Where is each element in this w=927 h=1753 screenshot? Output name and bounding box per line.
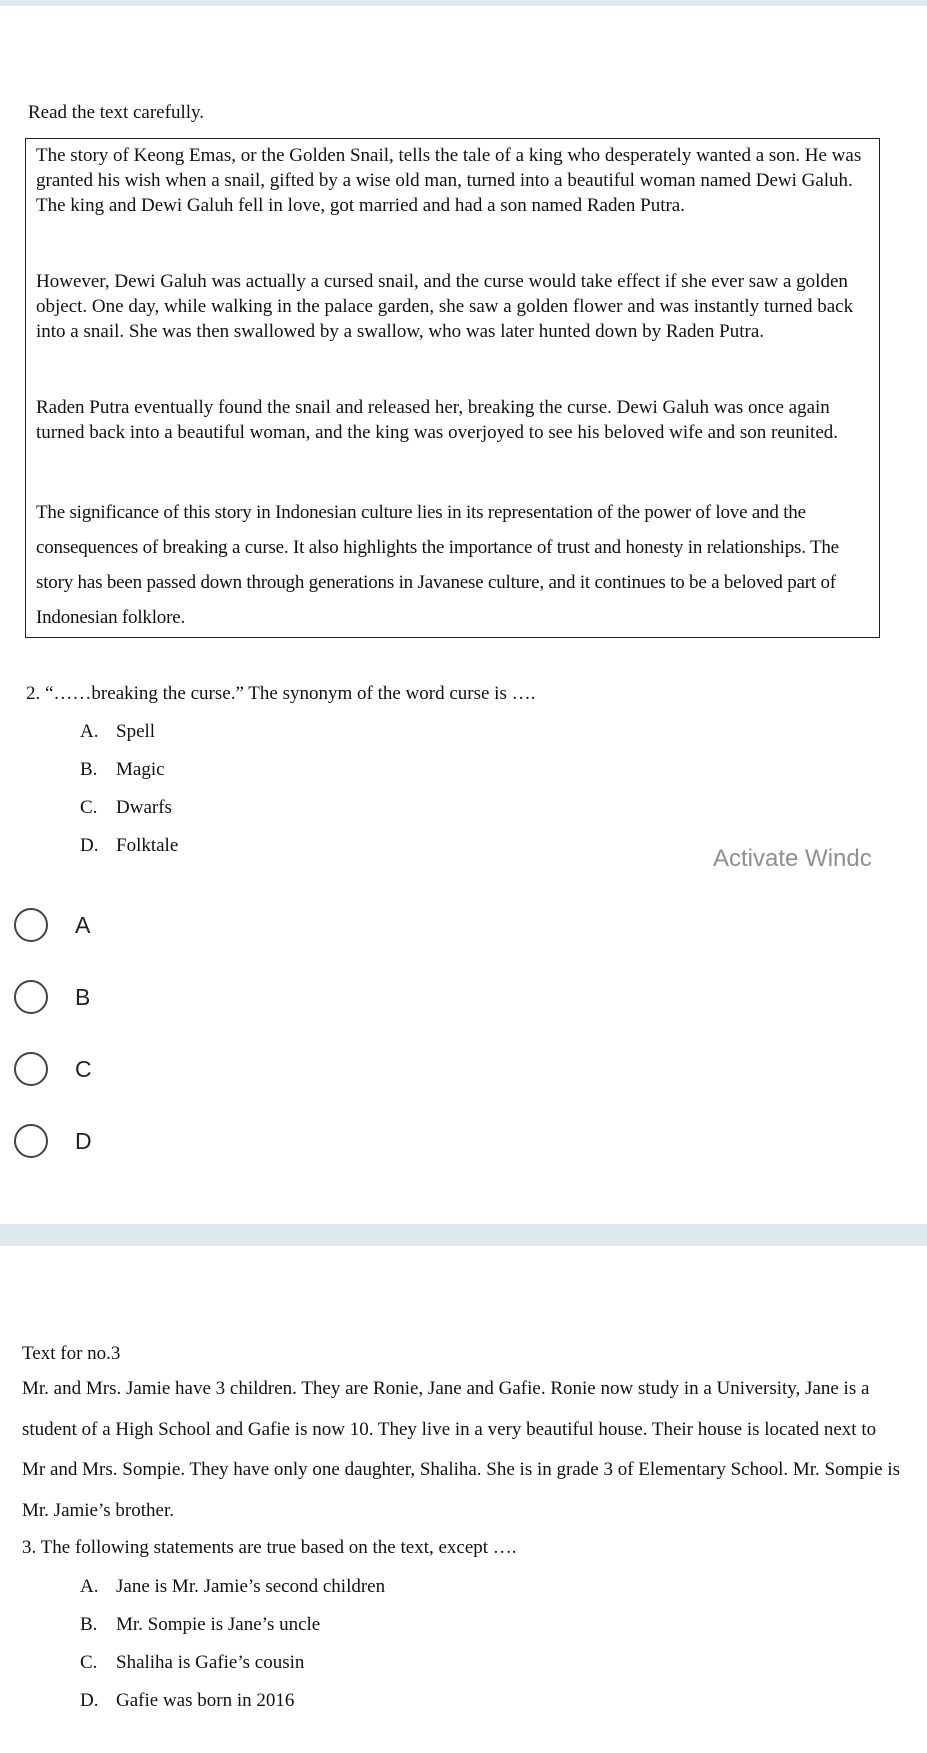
answer-radio-a[interactable] — [14, 908, 90, 942]
question-2-option-c — [80, 797, 172, 819]
question-3-text: 3. The following statements are true based on the text, except …. — [22, 1537, 517, 1558]
question-2-option-d — [80, 835, 178, 857]
radio-label-c: C — [75, 1055, 92, 1082]
question-2-option-a — [80, 721, 155, 743]
answer-radio-d[interactable] — [14, 1124, 92, 1158]
question-divider-band — [0, 1224, 927, 1246]
radio-label-d: D — [75, 1127, 92, 1154]
question-2-text: 2. “……breaking the curse.” The synonym of the word curse is …. — [26, 683, 536, 704]
option-letter: C. — [80, 797, 98, 818]
question-3-option-c — [80, 1652, 304, 1674]
question-2-option-b — [80, 759, 165, 781]
answer-radio-b[interactable] — [14, 980, 90, 1014]
story-paragraph-3: Raden Putra eventually found the snail and released her, breaking the curse. Dewi Galuh was once again turned back into a beautiful woman, and the king was overjoyed to see his beloved wife and son reunited. — [36, 397, 838, 443]
option-text: Jane is Mr. Jamie’s second children — [116, 1576, 386, 1597]
story-text-box — [25, 138, 880, 638]
question-3-option-b — [80, 1614, 320, 1636]
option-text: Magic — [116, 759, 165, 780]
radio-circle-icon[interactable] — [14, 908, 48, 942]
option-letter: D. — [80, 835, 99, 856]
option-text: Spell — [116, 721, 156, 742]
text-3-title: Text for no.3 — [22, 1343, 121, 1364]
option-text: Gafie was born in 2016 — [116, 1690, 295, 1711]
radio-circle-icon[interactable] — [14, 1124, 48, 1158]
top-divider-strip — [0, 0, 927, 6]
option-letter: A. — [80, 1576, 99, 1597]
option-letter: B. — [80, 759, 98, 780]
option-text: Folktale — [116, 835, 179, 856]
option-letter: C. — [80, 1652, 98, 1673]
answer-radio-c[interactable] — [14, 1052, 92, 1086]
question-3-option-d — [80, 1690, 294, 1712]
text-3-body: Mr. and Mrs. Jamie have 3 children. They are Ronie, Jane and Gafie. Ronie now study in a University, Jane is a student of a High School and Gafie is now 10. They live in a very beautiful house. Their house is located next to Mr and Mrs. Sompie. They have only one daughter, Shaliha. She is in grade 3 of Elementary School. Mr. Sompie is Mr. Jamie’s brother. — [22, 1378, 901, 1521]
story-paragraph-4: The significance of this story in Indonesian culture lies in its representation of the power of love and the consequences of breaking a curse. It also highlights the importance of trust and honesty in relationships. The story has been passed down through generations in Javanese culture, and it continues to be a beloved part of Indonesian folklore. — [36, 502, 839, 628]
radio-circle-icon[interactable] — [14, 1052, 48, 1086]
option-letter: B. — [80, 1614, 98, 1635]
question-3-option-a — [80, 1576, 385, 1598]
radio-label-a: A — [75, 911, 91, 938]
option-letter: D. — [80, 1690, 99, 1711]
story-paragraph-1: The story of Keong Emas, or the Golden Snail, tells the tale of a king who desperately wanted a son. He was granted his wish when a snail, gifted by a wise old man, turned into a beautiful woman named Dewi Galuh. The king and Dewi Galuh fell in love, got married and had a son named Raden Putra. — [36, 145, 862, 216]
option-letter: A. — [80, 721, 99, 742]
radio-circle-icon[interactable] — [14, 980, 48, 1014]
option-text: Mr. Sompie is Jane’s uncle — [116, 1614, 321, 1635]
story-paragraph-2: However, Dewi Galuh was actually a cursed snail, and the curse would take effect if she ever saw a golden object. One day, while walking in the palace garden, she saw a golden flower and was instantly turned back into a snail. She was then swallowed by a swallow, who was later hunted down by Raden Putra. — [36, 271, 854, 342]
option-text: Shaliha is Gafie’s cousin — [116, 1652, 305, 1673]
radio-label-b: B — [75, 983, 91, 1010]
activate-windows-watermark: Activate Windc — [713, 845, 872, 872]
instruction-text: Read the text carefully. — [28, 102, 205, 123]
option-text: Dwarfs — [116, 797, 172, 818]
